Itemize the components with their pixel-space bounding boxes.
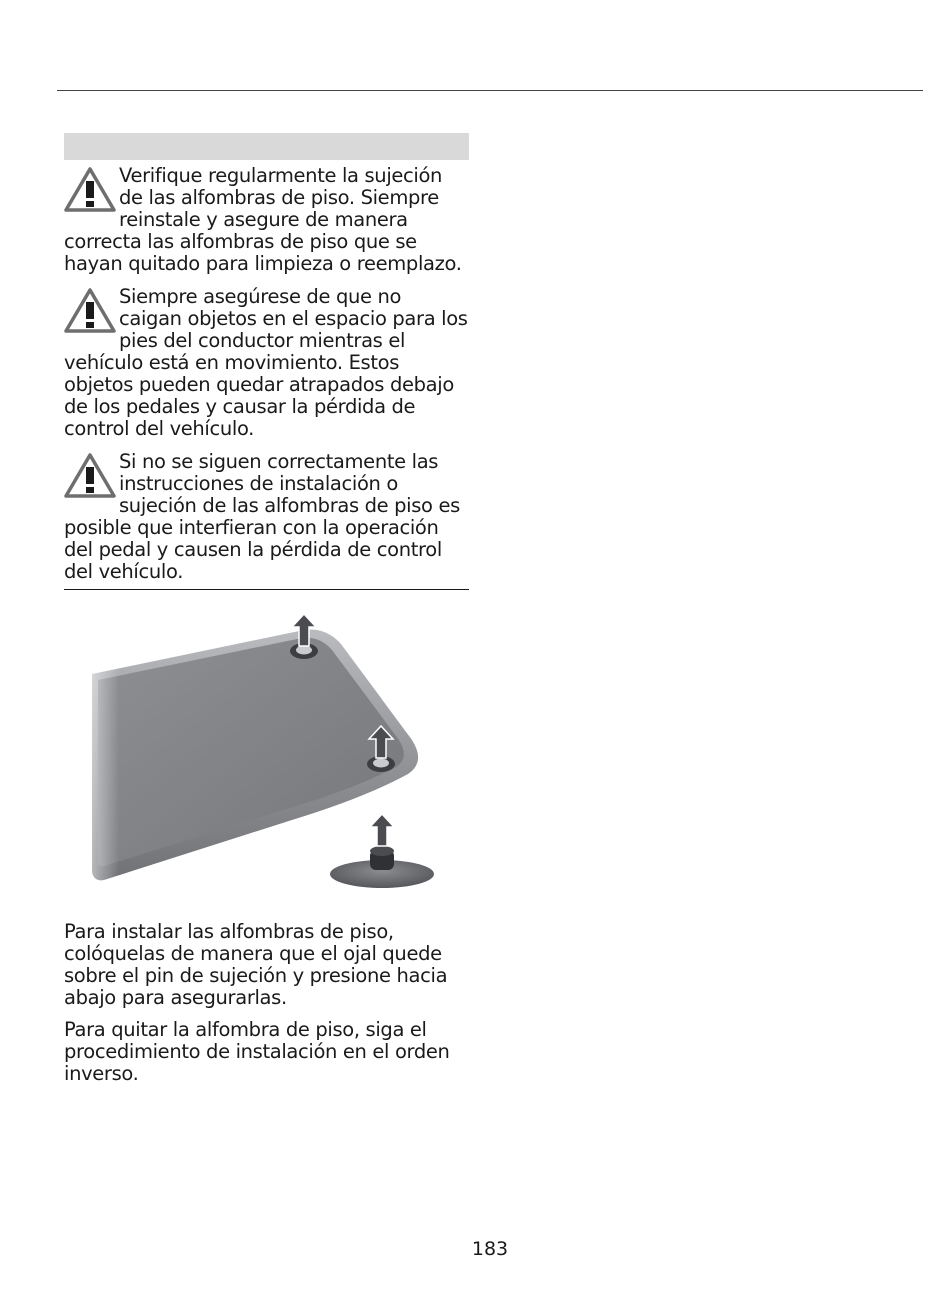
warning-text-2: Siempre asegúrese de que no caigan objetos en el espacio para los pies del conductor mientras el vehículo está en movimiento. Estos objetos pueden quedar atrapados debajo de los pedales y causar la pérdida de control del vehículo. [64,285,468,440]
instruction-paragraph-install: Para instalar las alfombras de piso, colóquelas de manera que el ojal quede sobre el pin de sujeción y presione hacia abajo para asegurarlas. [64,920,448,1009]
warning-block-3 [64,451,469,583]
instruction-paragraph-remove: Para quitar la alfombra de piso, siga el procedimiento de instalación en el orden inverso. [64,1018,450,1085]
warnings-end-rule [64,589,469,590]
warning-text-3: Si no se siguen correctamente las instrucciones de instalación o sujeción de las alfombras de piso es posible que interfieran con la operación del pedal y causen la pérdida de control del vehículo. [64,450,460,583]
warning-block-2 [64,286,469,440]
warning-triangle-icon [64,288,116,334]
warning-triangle-icon [64,453,116,499]
content-column [64,133,469,1085]
floor-mat-illustration [64,612,469,900]
up-arrow-icon [370,814,394,846]
warning-block-1 [64,165,469,275]
header-rule [57,90,923,91]
warning-triangle-icon [64,167,116,213]
warning-header-bar [64,133,469,160]
page-number: 183 [471,1238,509,1260]
warning-text-1: Verifique regularmente la sujeción de las alfombras de piso. Siempre reinstale y asegure de manera correcta las alfombras de piso que se hayan quitado para limpieza o reemplazo. [64,164,462,275]
